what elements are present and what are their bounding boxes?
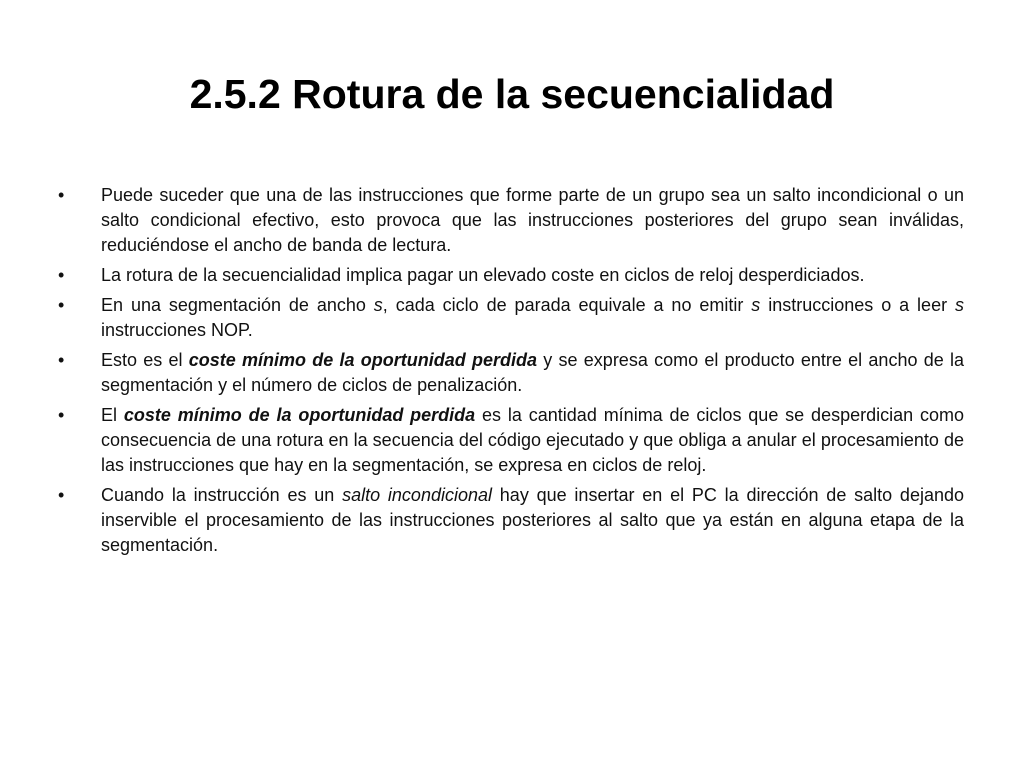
bullet-item — [58, 263, 964, 288]
bullet-dot-icon: • — [58, 485, 65, 505]
bullet-text: instrucciones o a leer — [760, 295, 955, 315]
bullet-item — [58, 293, 964, 343]
bullet-text: hay que insertar en el PC la dirección de salto dejando inservible el procesamiento de las instrucciones posteriores al salto que ya están en alguna etapa de la segmentación. — [101, 485, 964, 555]
bullet-item — [58, 183, 964, 258]
bullet-text: es la cantidad mínima de ciclos que se desperdician como consecuencia de una rotura en la secuencia del código ejecutado y que obliga a anular el procesamiento de las instrucciones que hay en la segmentación, se expresa en ciclos de reloj. — [101, 405, 964, 475]
bullet-dot-icon: • — [58, 405, 65, 425]
bullet-dot-icon: • — [58, 350, 65, 370]
bullet-text: En una segmentación de ancho — [101, 295, 374, 315]
bullet-text: El — [101, 405, 124, 425]
bullet-text: Esto es el — [101, 350, 189, 370]
bullet-item — [58, 483, 964, 558]
variable-s: s — [373, 295, 383, 315]
emphasized-term: coste mínimo de la oportunidad perdida — [188, 350, 538, 370]
bullet-text: instrucciones NOP. — [101, 320, 253, 340]
bullet-dot-icon: • — [58, 185, 65, 205]
variable-s: s — [751, 295, 761, 315]
bullet-list — [58, 183, 964, 563]
bullet-text: , cada ciclo de parada equivale a no emitir — [382, 295, 752, 315]
bullet-dot-icon: • — [58, 265, 65, 285]
emphasized-term: coste mínimo de la oportunidad perdida — [123, 405, 476, 425]
bullet-item — [58, 348, 964, 398]
italic-term: salto incondicional — [342, 485, 492, 505]
bullet-text: Puede suceder que una de las instrucciones que forme parte de un grupo sea un salto incondicional o un salto condicional efectivo, esto provoca que las instrucciones posteriores del grupo sean inválidas, reduciéndose el ancho de banda de lectura. — [101, 185, 964, 255]
bullet-item — [58, 403, 964, 478]
bullet-dot-icon: • — [58, 295, 65, 315]
bullet-text: Cuando la instrucción es un — [101, 485, 343, 505]
bullet-text: La rotura de la secuencialidad implica pagar un elevado coste en ciclos de reloj desperdiciados. — [101, 265, 865, 285]
variable-s: s — [955, 295, 964, 315]
slide-title: 2.5.2 Rotura de la secuencialidad — [189, 71, 835, 117]
bullet-text: y se expresa como el producto entre el ancho de la segmentación y el número de ciclos de penalización. — [101, 350, 964, 395]
